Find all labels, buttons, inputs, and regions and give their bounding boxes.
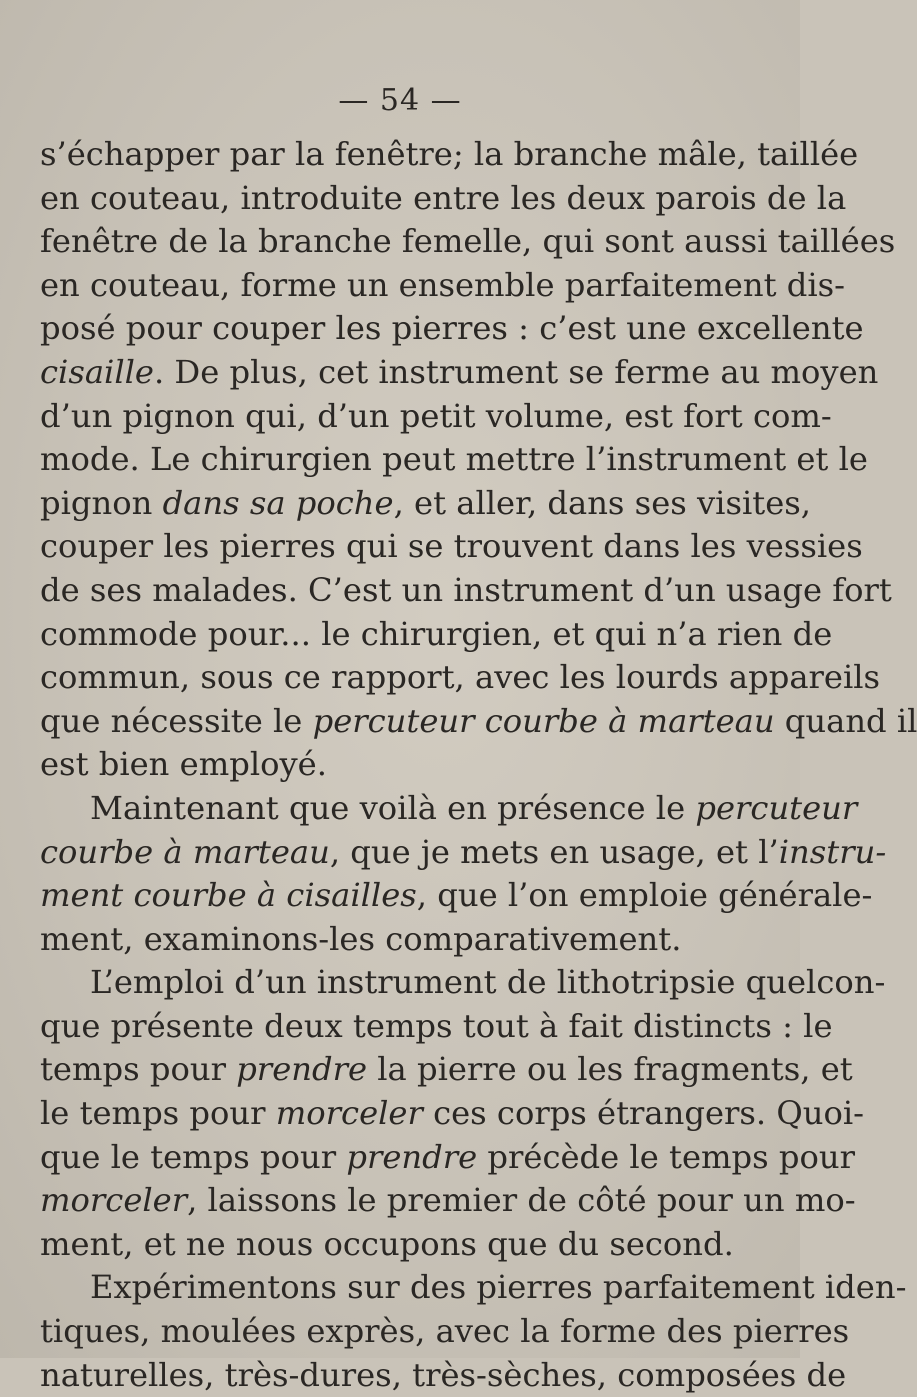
text-segment: , et aller, dans ses visites, <box>393 483 812 522</box>
text-line <box>40 177 847 221</box>
text-segment: en couteau, introduite entre les deux parois de la <box>40 178 847 217</box>
text-line <box>40 307 864 351</box>
text-segment: L’emploi d’un instrument de lithotripsie quelcon- <box>90 963 886 1002</box>
text-segment: est bien employé. <box>40 745 327 784</box>
text-segment: couper les pierres qui se trouvent dans les vessies <box>40 527 863 566</box>
text-segment: Maintenant que voilà en présence le <box>90 788 696 827</box>
text-line <box>40 1048 853 1092</box>
text-segment: ment, et ne nous occupons que du second. <box>40 1224 734 1263</box>
text-segment: ment, examinons-les comparativement. <box>40 919 682 958</box>
italic-text: dans sa poche <box>162 483 394 522</box>
text-segment: de ses malades. C’est un instrument d’un usage fort <box>40 570 892 609</box>
text-line <box>40 700 917 744</box>
text-segment: en couteau, forme un ensemble parfaitement dis- <box>40 265 846 304</box>
text-segment: le temps pour <box>40 1094 276 1133</box>
text-segment: ces corps étrangers. Quoi- <box>422 1094 865 1133</box>
text-segment: précède le temps pour <box>477 1137 855 1176</box>
text-segment: d’un pignon qui, d’un petit volume, est fort com- <box>40 396 832 435</box>
text-line <box>40 1266 907 1310</box>
text-line <box>40 482 812 526</box>
text-line <box>40 133 859 177</box>
text-segment: commun, sous ce rapport, avec les lourds appareils <box>40 658 881 697</box>
text-line <box>40 525 863 569</box>
text-line <box>40 351 879 395</box>
text-segment: s’échapper par la fenêtre; la branche mâle, taillée <box>40 135 859 173</box>
text-line <box>40 743 770 787</box>
text-line <box>40 220 896 264</box>
italic-text: morceler <box>40 1181 188 1220</box>
text-segment: que le temps pour <box>40 1137 347 1176</box>
text-line <box>40 918 770 962</box>
text-segment: , que je mets en usage, et l’ <box>329 832 779 871</box>
text-line <box>40 1092 865 1136</box>
italic-text: prendre <box>346 1137 478 1176</box>
text-segment: mode. Le chirurgien peut mettre l’instrument et le <box>40 440 868 479</box>
text-segment: Expérimentons sur des pierres parfaitement iden- <box>90 1268 907 1307</box>
text-line <box>40 438 868 482</box>
text-line <box>40 264 846 308</box>
text-line <box>40 1223 770 1267</box>
text-line <box>40 1354 847 1397</box>
text-segment: fenêtre de la branche femelle, qui sont aussi taillées <box>40 222 896 261</box>
text-segment: que présente deux temps tout à fait distincts : le <box>40 1006 833 1045</box>
text-line <box>40 831 887 875</box>
text-line <box>40 874 873 918</box>
text-line <box>40 656 881 700</box>
text-line <box>40 1179 856 1223</box>
text-segment: , que l’on emploie générale- <box>416 876 873 915</box>
body-text <box>40 133 917 1397</box>
text-segment: naturelles, très-dures, très-sèches, composées de <box>40 1355 847 1394</box>
text-segment: commode pour... le chirurgien, et qui n’a rien de <box>40 614 833 653</box>
text-line <box>40 1136 855 1180</box>
text-line <box>40 395 832 439</box>
italic-text: ment courbe à cisailles <box>40 876 417 915</box>
page-number: — 54 — <box>338 83 462 118</box>
italic-text: prendre <box>236 1050 368 1089</box>
text-segment: que nécessite le <box>40 701 313 740</box>
text-segment: , laissons le premier de côté pour un mo- <box>187 1181 856 1220</box>
italic-text: percuteur <box>695 788 858 827</box>
text-line <box>40 569 892 613</box>
text-segment: pignon <box>40 483 163 522</box>
italic-text: cisaille <box>40 352 154 391</box>
italic-text: courbe à marteau <box>40 832 330 871</box>
text-line <box>40 787 858 831</box>
italic-text: instru- <box>778 832 887 871</box>
text-line <box>40 613 833 657</box>
text-line <box>40 1310 850 1354</box>
text-segment: quand il <box>774 701 917 740</box>
text-segment: la pierre ou les fragments, et <box>367 1050 853 1089</box>
italic-text: morceler <box>275 1094 423 1133</box>
text-line <box>40 1005 833 1049</box>
text-segment: temps pour <box>40 1050 237 1089</box>
text-segment: . De plus, cet instrument se ferme au moyen <box>153 352 879 391</box>
italic-text: percuteur courbe à marteau <box>312 701 775 740</box>
text-segment: tiques, moulées exprès, avec la forme des pierres <box>40 1312 850 1351</box>
text-line <box>40 961 886 1005</box>
text-segment: posé pour couper les pierres : c’est une excellente <box>40 309 864 348</box>
